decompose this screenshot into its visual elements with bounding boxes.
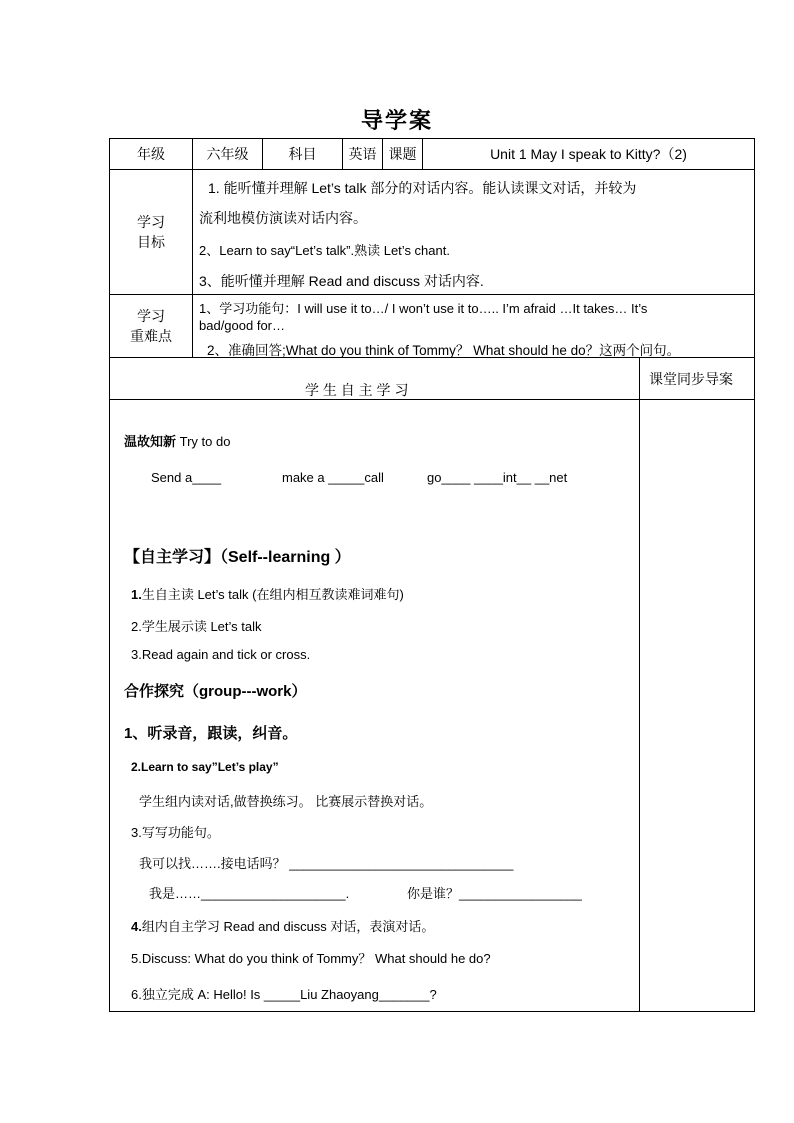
- keypoint-line-3: 2、准确回答;What do you think of Tommy？ What should he do？这两个问句。: [207, 343, 681, 358]
- student-section-title: 学 生 自 主 学 习: [305, 382, 409, 398]
- student-section-header: [110, 358, 640, 400]
- step-4: [131, 916, 434, 935]
- keypoints-label: [110, 295, 193, 358]
- step-5: 5.Discuss: What do you think of Tommy？ What should he do?: [131, 951, 491, 966]
- self-learning-item-2: 2.学生展示读 Let’s talk: [131, 619, 262, 634]
- self-learning-item-3: 3.Read again and tick or cross.: [131, 647, 311, 662]
- step-3-question-1: 我可以找…….接电话吗？ _______________________________: [139, 856, 514, 871]
- review-heading-rest: Try to do: [176, 434, 231, 449]
- objectives-content: [193, 170, 755, 295]
- keypoints-content: [193, 295, 755, 358]
- fill-blank-1: Send a____: [151, 470, 222, 485]
- subject-value: 英语: [343, 139, 383, 170]
- keypoint-line-2: bad/good for…: [199, 318, 286, 333]
- keypoints-label-line1: 学习: [137, 308, 165, 324]
- step-1: 1、听录音，跟读，纠音。: [124, 725, 298, 742]
- objective-line-2: 流利地模仿演读对话内容。: [199, 210, 367, 226]
- step-2-description: 学生组内读对话,做替换练习。 比赛展示替换对话。: [139, 794, 433, 809]
- objectives-label-line2: 目标: [137, 234, 165, 250]
- self-learning-heading: 【自主学习】（Self--learning ）: [124, 549, 351, 566]
- step-3-question-2a: 我是……____________________.: [149, 886, 350, 901]
- side-section-title: 课堂同步导案: [649, 371, 733, 387]
- step-3-question-2b: 你是谁？_________________: [407, 886, 582, 901]
- step-4-num: 4.: [131, 919, 142, 934]
- self-learning-item-1: [131, 584, 404, 603]
- student-content: [110, 400, 640, 1012]
- content-row: [110, 400, 755, 1012]
- self-learning-item-1-text: 生自主读 Let’s talk (在组内相互教读难词难句): [141, 587, 404, 602]
- keypoints-row: [110, 295, 755, 358]
- side-guide-content: [640, 400, 755, 1012]
- grade-value: 六年级: [193, 139, 263, 170]
- step-2-title: 2.Learn to say”Let’s play”: [131, 760, 279, 774]
- review-heading-bold: 温故知新: [124, 434, 177, 449]
- side-section-header: [640, 358, 755, 400]
- subject-label: 科目: [263, 139, 343, 170]
- objective-line-3: 2、Learn to say“Let’s talk”.熟读 Let’s chant.: [199, 243, 450, 258]
- grade-label: 年级: [110, 139, 193, 170]
- self-learning-item-1-num: 1.: [131, 587, 142, 602]
- step-3-title: 3.写写功能句。: [131, 825, 220, 840]
- lesson-plan-table: [109, 138, 755, 1012]
- document-title: 导学案: [360, 108, 433, 133]
- review-heading: [124, 431, 230, 450]
- objectives-label: [110, 170, 193, 295]
- section-header-row: [110, 358, 755, 400]
- step-6: 6.独立完成 A: Hello! Is _____Liu Zhaoyang_______?: [131, 987, 437, 1002]
- lesson-value: Unit 1 May I speak to Kitty?（2): [423, 139, 755, 170]
- lesson-label: 课题: [383, 139, 423, 170]
- objective-line-4: 3、能听懂并理解 Read and discuss 对话内容.: [199, 273, 484, 289]
- fill-blank-3: go____ ____int__ __net: [427, 470, 568, 485]
- step-4-text: 组内自主学习 Read and discuss 对话，表演对话。: [141, 919, 435, 934]
- objectives-label-line1: 学习: [137, 214, 165, 230]
- keypoint-line-1: 1、学习功能句：I will use it to…/ I won’t use it to….. I’m afraid …It takes… It’s: [199, 301, 648, 316]
- objective-line-1: 1. 能听懂并理解 Let’s talk 部分的对话内容。能认读课文对话，并较为: [208, 180, 637, 196]
- header-row: [110, 139, 755, 170]
- objectives-row: [110, 170, 755, 295]
- keypoints-label-line2: 重难点: [130, 328, 172, 344]
- fill-blank-2: make a _____call: [282, 470, 384, 485]
- cooperation-heading: 合作探究（group---work）: [124, 683, 307, 700]
